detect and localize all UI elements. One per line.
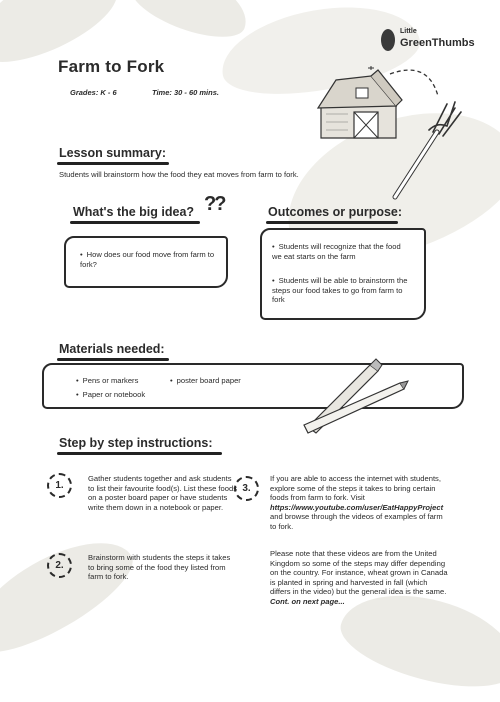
materials-item: • poster board paper bbox=[170, 376, 241, 386]
step-number-1: 1. bbox=[47, 473, 72, 498]
fork-icon bbox=[385, 92, 465, 202]
continued-label: Cont. on next page... bbox=[270, 596, 345, 606]
step-3-text-before: If you are able to access the internet with students, explore some of the steps it takes to bring certain foods from farm to fork. Visit bbox=[270, 474, 441, 503]
outcomes-item: • Students will be able to brainstorm the steps our food takes to go from farm to fork bbox=[272, 276, 412, 305]
summary-underline bbox=[57, 162, 169, 165]
page-title: Farm to Fork bbox=[58, 57, 165, 76]
step-3-text-after: and browse through the videos of examples of farm to fork. bbox=[270, 512, 443, 531]
outcomes-underline bbox=[266, 221, 398, 224]
step-note-text: Please note that these videos are from the United Kingdom so some of the steps may differ depending on the country. For instance, wheat grown in Canada is planted in spring and harvested in fall (which differs in the video) but the general idea is the same. bbox=[270, 549, 448, 597]
materials-heading: Materials needed: bbox=[59, 342, 165, 356]
background-leaf bbox=[0, 520, 145, 671]
leaf-logo-icon bbox=[380, 28, 396, 52]
outcomes-heading: Outcomes or purpose: bbox=[268, 205, 403, 219]
grades-label: Grades: K - 6 bbox=[70, 88, 117, 97]
step-number-3: 3. bbox=[234, 476, 259, 501]
markers-illustration bbox=[300, 355, 410, 435]
step-3-text bbox=[270, 474, 448, 532]
summary-heading: Lesson summary: bbox=[59, 146, 166, 160]
step-number-2: 2. bbox=[47, 553, 72, 578]
outcomes-box bbox=[260, 228, 426, 320]
big-idea-box bbox=[64, 236, 228, 288]
big-idea-heading: What's the big idea? bbox=[73, 205, 195, 219]
steps-heading: Step by step instructions: bbox=[59, 436, 213, 450]
big-idea-item: • How does our food move from farm to fork? bbox=[80, 250, 220, 269]
steps-underline bbox=[57, 452, 222, 455]
step-note bbox=[270, 549, 450, 607]
brand-line2: GreenThumbs bbox=[400, 37, 475, 49]
materials-item: • Paper or notebook bbox=[76, 390, 145, 400]
youtube-link[interactable]: https://www.youtube.com/user/EatHappyProject bbox=[270, 502, 444, 512]
background-leaf bbox=[124, 0, 256, 49]
outcomes-item: • Students will recognize that the food we eat starts on the farm bbox=[272, 242, 412, 261]
materials-underline bbox=[57, 358, 169, 361]
brand-logo bbox=[380, 26, 490, 58]
step-2-text: Brainstorm with students the steps it takes to bring some of the food they listed from farm to fork. bbox=[88, 553, 231, 582]
materials-item: • Pens or markers bbox=[76, 376, 138, 386]
step-1-text: Gather students together and ask students to list their favourite food(s). List these foods on a poster board paper or have students write them down in a notebook or paper. bbox=[88, 474, 237, 512]
brand-line1: Little bbox=[400, 28, 417, 35]
big-idea-underline bbox=[70, 221, 200, 224]
time-label: Time: 30 - 60 mins. bbox=[152, 88, 219, 97]
question-marks-icon: ?? bbox=[204, 193, 225, 215]
summary-text: Students will brainstorm how the food they eat moves from farm to fork. bbox=[59, 170, 299, 179]
